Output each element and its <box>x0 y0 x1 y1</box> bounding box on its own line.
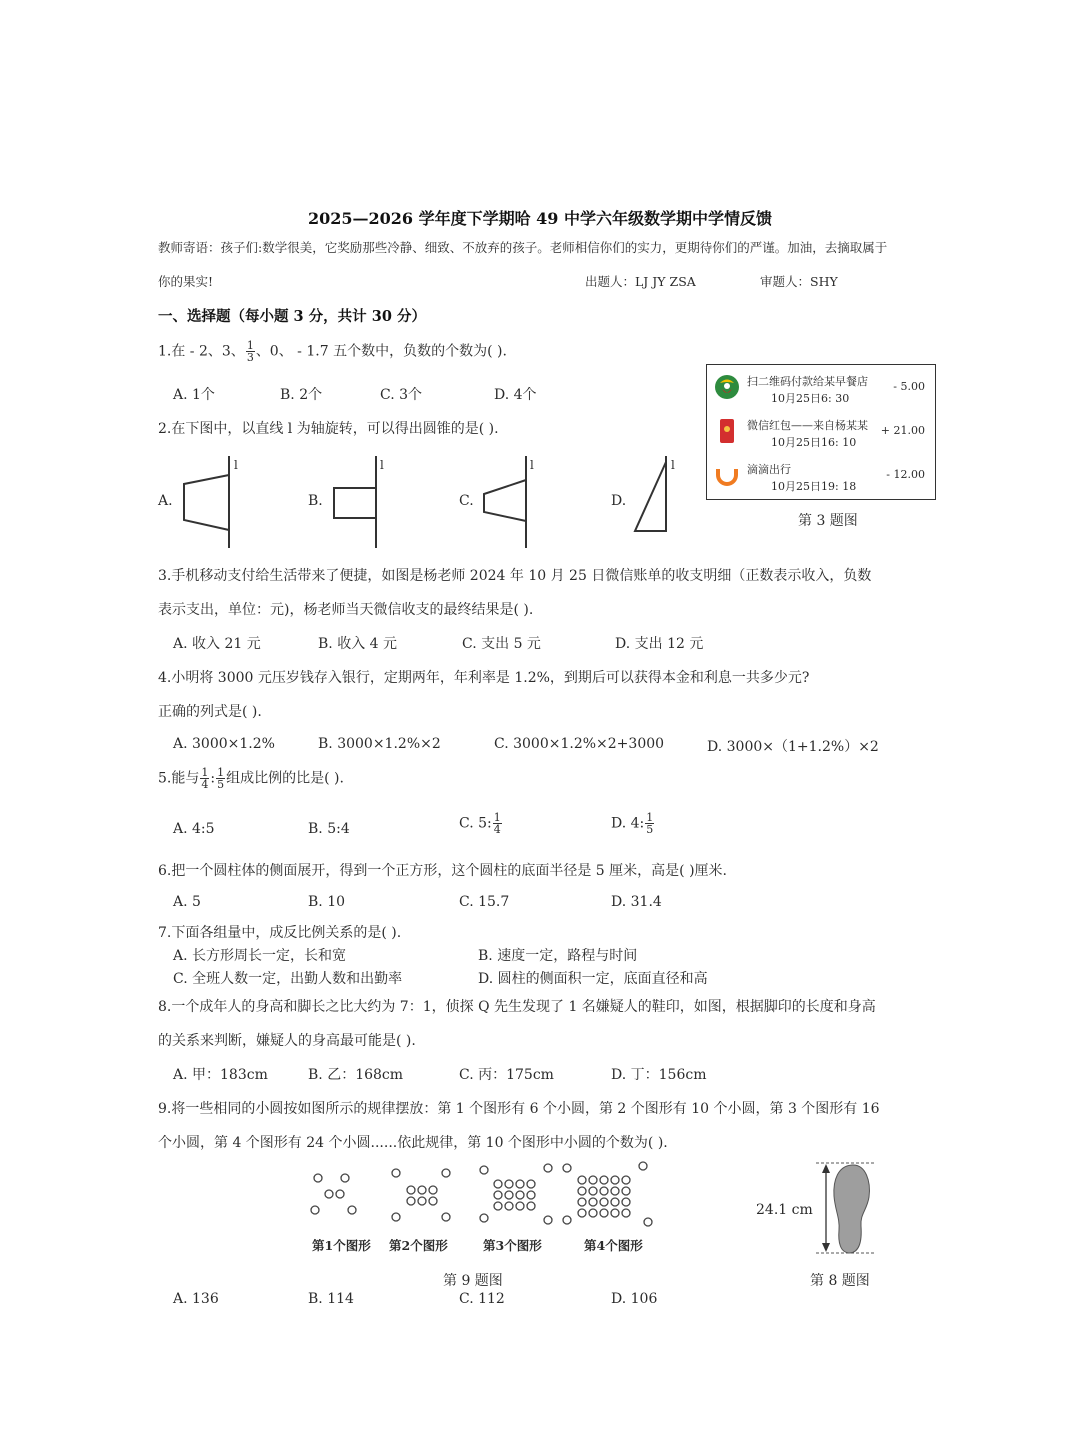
question-3-line1: 3.手机移动支付给生活带来了便捷，如图是杨老师 2024 年 10 月 25 日微信账单的收支明细（正数表示收入，负数 <box>158 568 872 584</box>
bill-row-amount: - 5.00 <box>893 380 925 393</box>
bill-row-time: 10月25日19: 18 <box>771 480 857 493</box>
fraction-one-third: $\frac{1}{3}$ <box>246 339 254 364</box>
q2-c-axis-label: l <box>530 458 534 472</box>
q3-option-d: D. 支出 12 元 <box>615 636 704 652</box>
page-title: 2025—2026 学年度下学期哈 49 中学六年级数学期中学情反馈 <box>307 209 773 228</box>
question-3-line2: 表示支出，单位：元)，杨老师当天微信收支的最终结果是( ). <box>158 602 534 618</box>
bill-row-amount: - 12.00 <box>886 468 925 481</box>
question-1-stem: 1.在 - 2、3、 $\frac{1}{3}$ 、0、 - 1.7 五个数中，负数的个数为( ). <box>158 339 507 364</box>
teacher-message-line1: 教师寄语：孩子们:数学很美，它奖励那些冷静、细致、不放弃的孩子。老师相信你们的实力，更期待你们的严谨。加油，去摘取属于 <box>158 240 888 255</box>
question-7-stem: 7.下面各组量中，成反比例关系的是( ). <box>158 925 402 941</box>
bill-row-time: 10月25日6: 30 <box>771 392 850 405</box>
q3-option-c: C. 支出 5 元 <box>462 636 541 652</box>
question-4-line1: 4.小明将 3000 元压岁钱存入银行，定期两年，年利率是 1.2%，到期后可以获得本金和利息一共多少元? <box>158 670 810 686</box>
q2-option-b: B. <box>308 493 323 509</box>
q6-option-c: C. 15.7 <box>459 894 510 910</box>
q6-option-d: D. 31.4 <box>611 894 662 910</box>
bill-row-name: 微信红包——来自杨某某 <box>747 419 868 432</box>
q5-option-b: B. 5:4 <box>308 821 350 837</box>
q8-figure-caption: 第 8 题图 <box>810 1273 870 1289</box>
pattern-label-4: 第4个图形 <box>584 1238 643 1253</box>
q3-option-b: B. 收入 4 元 <box>318 636 397 652</box>
q6-option-b: B. 10 <box>308 894 346 910</box>
q3-option-a: A. 收入 21 元 <box>173 636 261 652</box>
question-2-stem: 2.在下图中，以直线 l 为轴旋转，可以得出圆锥的是( ). <box>158 421 499 437</box>
q2-option-c: C. <box>459 493 474 509</box>
pattern-label-1: 第1个图形 <box>312 1238 371 1253</box>
q7-option-c: C. 全班人数一定，出勤人数和出勤率 <box>173 971 403 987</box>
bill-row-name: 滴滴出行 <box>747 463 791 476</box>
q9-option-c: C. 112 <box>459 1291 505 1307</box>
question-9-line1: 9.将一些相同的小圆按如图所示的规律摆放：第 1 个图形有 6 个小圆，第 2 个图形有 10 个小圆，第 3 个图形有 16 <box>158 1101 880 1117</box>
question-9-line2: 个小圆，第 4 个图形有 24 个小圆......依此规律，第 10 个图形中小圆的个数为( ). <box>158 1135 668 1151</box>
q8-option-c: C. 丙：175cm <box>459 1067 554 1083</box>
q5-option-d: D. 4: $\frac{1}{5}$ <box>611 811 654 836</box>
q9-figure-caption: 第 9 题图 <box>443 1273 503 1289</box>
q3-figure-caption: 第 3 题图 <box>798 513 858 529</box>
pattern-label-3: 第3个图形 <box>483 1238 542 1253</box>
q2-b-axis-label: l <box>380 458 384 472</box>
q1-option-c: C. 3个 <box>380 387 423 403</box>
q9-option-a: A. 136 <box>173 1291 219 1307</box>
q2-option-a: A. <box>158 493 173 509</box>
bill-row-name: 扫二维码付款给某早餐店 <box>747 375 868 388</box>
q5-option-a: A. 4:5 <box>173 821 215 837</box>
bill-row-amount: + 21.00 <box>880 424 925 437</box>
q1-option-a: A. 1个 <box>173 387 215 403</box>
q7-option-d: D. 圆柱的侧面积一定，底面直径和高 <box>478 971 708 987</box>
q8-option-a: A. 甲：183cm <box>173 1067 268 1083</box>
q9-option-d: D. 106 <box>611 1291 658 1307</box>
question-4-line2: 正确的列式是( ). <box>158 704 262 720</box>
pattern-label-2: 第2个图形 <box>389 1238 448 1253</box>
q4-option-a: A. 3000×1.2% <box>173 736 275 752</box>
q4-option-c: C. 3000×1.2%×2+3000 <box>494 736 665 752</box>
q4-option-b: B. 3000×1.2%×2 <box>318 736 441 752</box>
shoe-print-icon <box>834 1165 870 1253</box>
q1-option-d: D. 4个 <box>494 387 537 403</box>
q7-option-a: A. 长方形周长一定，长和宽 <box>173 948 347 964</box>
question-8-line2: 的关系来判断，嫌疑人的身高最可能是( ). <box>158 1033 416 1049</box>
foot-length-label: 24.1 cm <box>756 1202 813 1218</box>
q7-option-b: B. 速度一定，路程与时间 <box>478 948 638 964</box>
q6-option-a: A. 5 <box>173 894 201 910</box>
authors: 出题人：LJ JY ZSA <box>585 274 696 289</box>
question-6-stem: 6.把一个圆柱体的侧面展开，得到一个正方形，这个圆柱的底面半径是 5 厘米，高是( )厘米. <box>158 863 727 879</box>
q9-option-b: B. 114 <box>308 1291 354 1307</box>
fraction-one-fifth: $\frac{1}{5}$ <box>217 766 225 791</box>
q1-option-b: B. 2个 <box>280 387 323 403</box>
q8-option-d: D. 丁：156cm <box>611 1067 707 1083</box>
q2-a-axis-label: l <box>234 458 238 472</box>
reviewer: 审题人：SHY <box>760 274 838 289</box>
teacher-message-line2: 你的果实! <box>158 274 214 289</box>
question-5-stem: 5.能与 $\frac{1}{4}$ : $\frac{1}{5}$ 组成比例的比是( ). <box>158 766 344 791</box>
section-heading: 一、选择题（每小题 3 分，共计 30 分） <box>158 308 426 325</box>
bill-row-time: 10月25日16: 10 <box>771 436 857 449</box>
q2-option-d: D. <box>611 493 627 509</box>
q2-d-axis-label: l <box>671 458 675 472</box>
question-8-line1: 8.一个成年人的身高和脚长之比大约为 7：1，侦探 Q 先生发现了 1 名嫌疑人的鞋印，如图，根据脚印的长度和身高 <box>158 999 876 1015</box>
q4-option-d: D. 3000×（1+1.2%）×2 <box>707 739 879 755</box>
fraction-one-fourth: $\frac{1}{4}$ <box>201 766 209 791</box>
q5-option-c: C. 5: $\frac{1}{4}$ <box>459 811 501 836</box>
q8-option-b: B. 乙：168cm <box>308 1067 404 1083</box>
